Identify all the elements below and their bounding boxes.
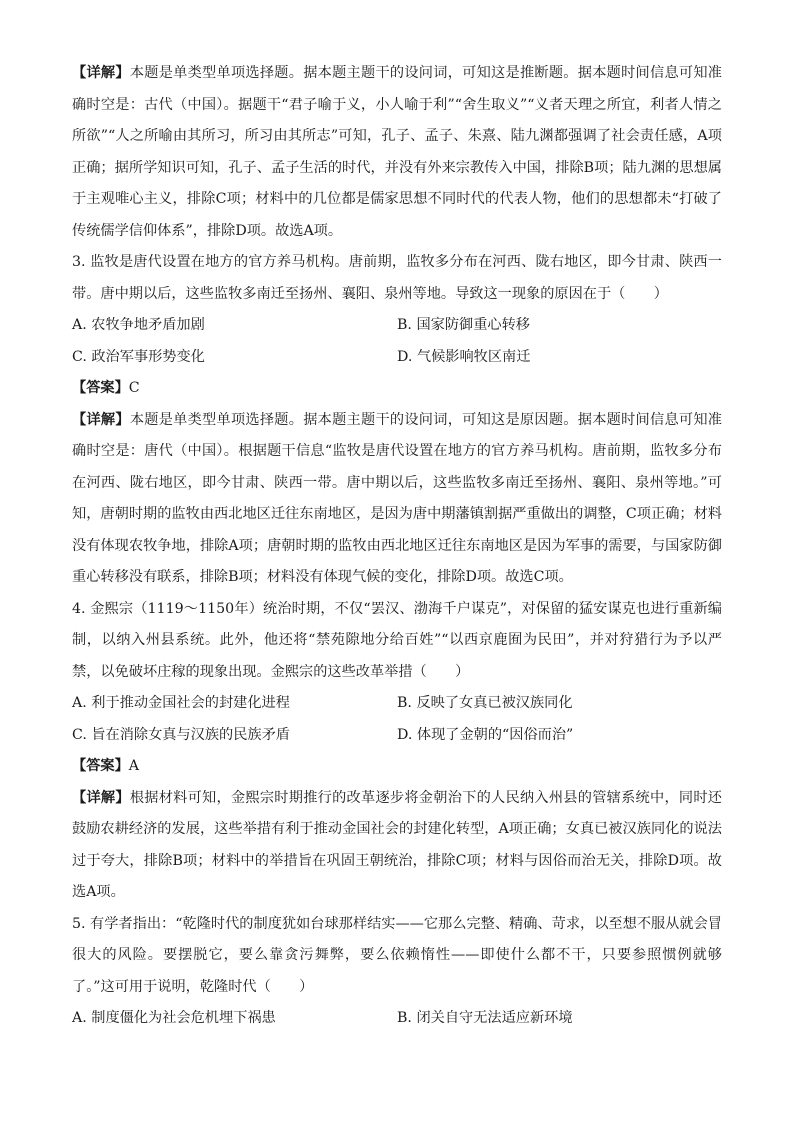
detail-text: 本题是单类型单项选择题。据本题主题干的设问词，可知这是推断题。据本题时间信息可知准确时空是：古代（中国）。据题干“君子喻于义，小人喻于利”“舍生取义”“义者天理之所宜，利者人情之所欲”“人之所喻由其所习，所习由其所志”可知，孔子、孟子、朱熹、陆九渊都强调了社会责任感，A项正确；据所学知识可知，孔子、孟子生活的时代，并没有外来宗教传入中国，排除B项；陆九渊的思想属于主观唯心主义，排除C项；材料中的几位都是儒家思想不同时代的代表人物，他们的思想都未“打破了传统儒学信仰体系”，排除D项。故选A项。 — [72, 65, 722, 239]
q4-answer — [72, 751, 722, 783]
q4-option-c[interactable]: C. 旨在消除女真与汉族的民族矛盾 — [72, 726, 290, 743]
q2-detail — [72, 58, 722, 247]
detail-tag: 【详解】 — [72, 65, 130, 81]
q4-option-b[interactable]: B. 反映了女真已被汉族同化 — [397, 695, 573, 711]
q3-option-a[interactable]: A. 农牧争地矛盾加剧 — [72, 317, 205, 333]
q3-detail — [72, 405, 722, 594]
answer-value: A — [128, 758, 140, 774]
answer-tag: 【答案】 — [72, 380, 129, 396]
q3-option-b[interactable]: B. 国家防御重心转移 — [397, 317, 530, 333]
q3-option-c[interactable]: C. 政治军事形势变化 — [72, 348, 205, 365]
q3-answer — [72, 373, 722, 405]
q5-stem: 5. 有学者指出：“乾隆时代的制度犹如台球那样结实——它那么完整、精确、苛求，以至想不服从就会冒很大的风险。要摆脱它，要么靠贪污舞弊，要么依赖惰性——即使什么都不干，只要参照惯例就够了。”这可用于说明，乾隆时代（ ） — [72, 915, 722, 995]
q4-option-a[interactable]: A. 利于推动金国社会的封建化进程 — [72, 695, 290, 711]
q3-stem: 3. 监牧是唐代设置在地方的官方养马机构。唐前期，监牧多分布在河西、陇右地区，即今甘肃、陕西一带。唐中期以后，这些监牧多南迁至扬州、襄阳、泉州等地。导致这一现象的原因在于（ ） — [72, 254, 722, 302]
answer-value: C — [128, 380, 140, 396]
detail-tag: 【详解】 — [72, 411, 130, 428]
q3-option-d[interactable]: D. 气候影响牧区南迁 — [397, 348, 531, 365]
q4-options-row-1 — [72, 688, 722, 720]
q5-option-b[interactable]: B. 闭关自守无法适应新环境 — [397, 1010, 573, 1026]
q4-detail — [72, 783, 722, 909]
q4-stem: 4. 金熙宗（1119～1150年）统治时期，不仅“罢汉、渤海千户谋克”，对保留的猛安谋克也进行重新编制，以纳入州县系统。此外，他还将“禁苑隙地分给百姓”“以西京鹿囿为民田”，并对狩猎行为予以严禁，以免破坏庄稼的现象出现。金熙宗的这些改革举措（ ） — [72, 600, 722, 680]
q5-options-row-1 — [72, 1003, 722, 1035]
document-page — [72, 58, 722, 1035]
q5-option-a[interactable]: A. 制度僵化为社会危机埋下祸患 — [72, 1010, 276, 1026]
q3-options-row-2 — [72, 342, 722, 374]
q4-options-row-2 — [72, 720, 722, 752]
detail-text: 根据材料可知，金熙宗时期推行的改革逐步将金朝治下的人民纳入州县的管辖系统中，同时还鼓励农耕经济的发展，这些举措有利于推动金国社会的封建化转型，A项正确；女真已被汉族同化的说法过于夸大，排除B项；材料中的举措旨在巩固王朝统治，排除C项；材料与因俗而治无关，排除D项。故选A项。 — [72, 789, 722, 900]
q4-option-d[interactable]: D. 体现了金朝的“因俗而治” — [397, 726, 574, 743]
answer-tag: 【答案】 — [72, 758, 129, 774]
q3-options-row-1 — [72, 310, 722, 342]
detail-text: 本题是单类型单项选择题。据本题主题干的设问词，可知这是原因题。据本题时间信息可知准确时空是：唐代（中国）。根据题干信息“监牧是唐代设置在地方的官方养马机构。唐前期，监牧多分布在河西、陇右地区，即今甘肃、陕西一带。唐中期以后，这些监牧多南迁至扬州、襄阳、泉州等地。”可知，唐朝时期的监牧由西北地区迁往东南地区，是因为唐中期藩镇割据严重做出的调整，C项正确；材料没有体现农牧争地，排除A项；唐朝时期的监牧由西北地区迁往东南地区是因为军事的需要，与国家防御重心转移没有联系，排除B项；材料没有体现气候的变化，排除D项。故选C项。 — [72, 411, 722, 585]
detail-tag: 【详解】 — [72, 789, 130, 806]
